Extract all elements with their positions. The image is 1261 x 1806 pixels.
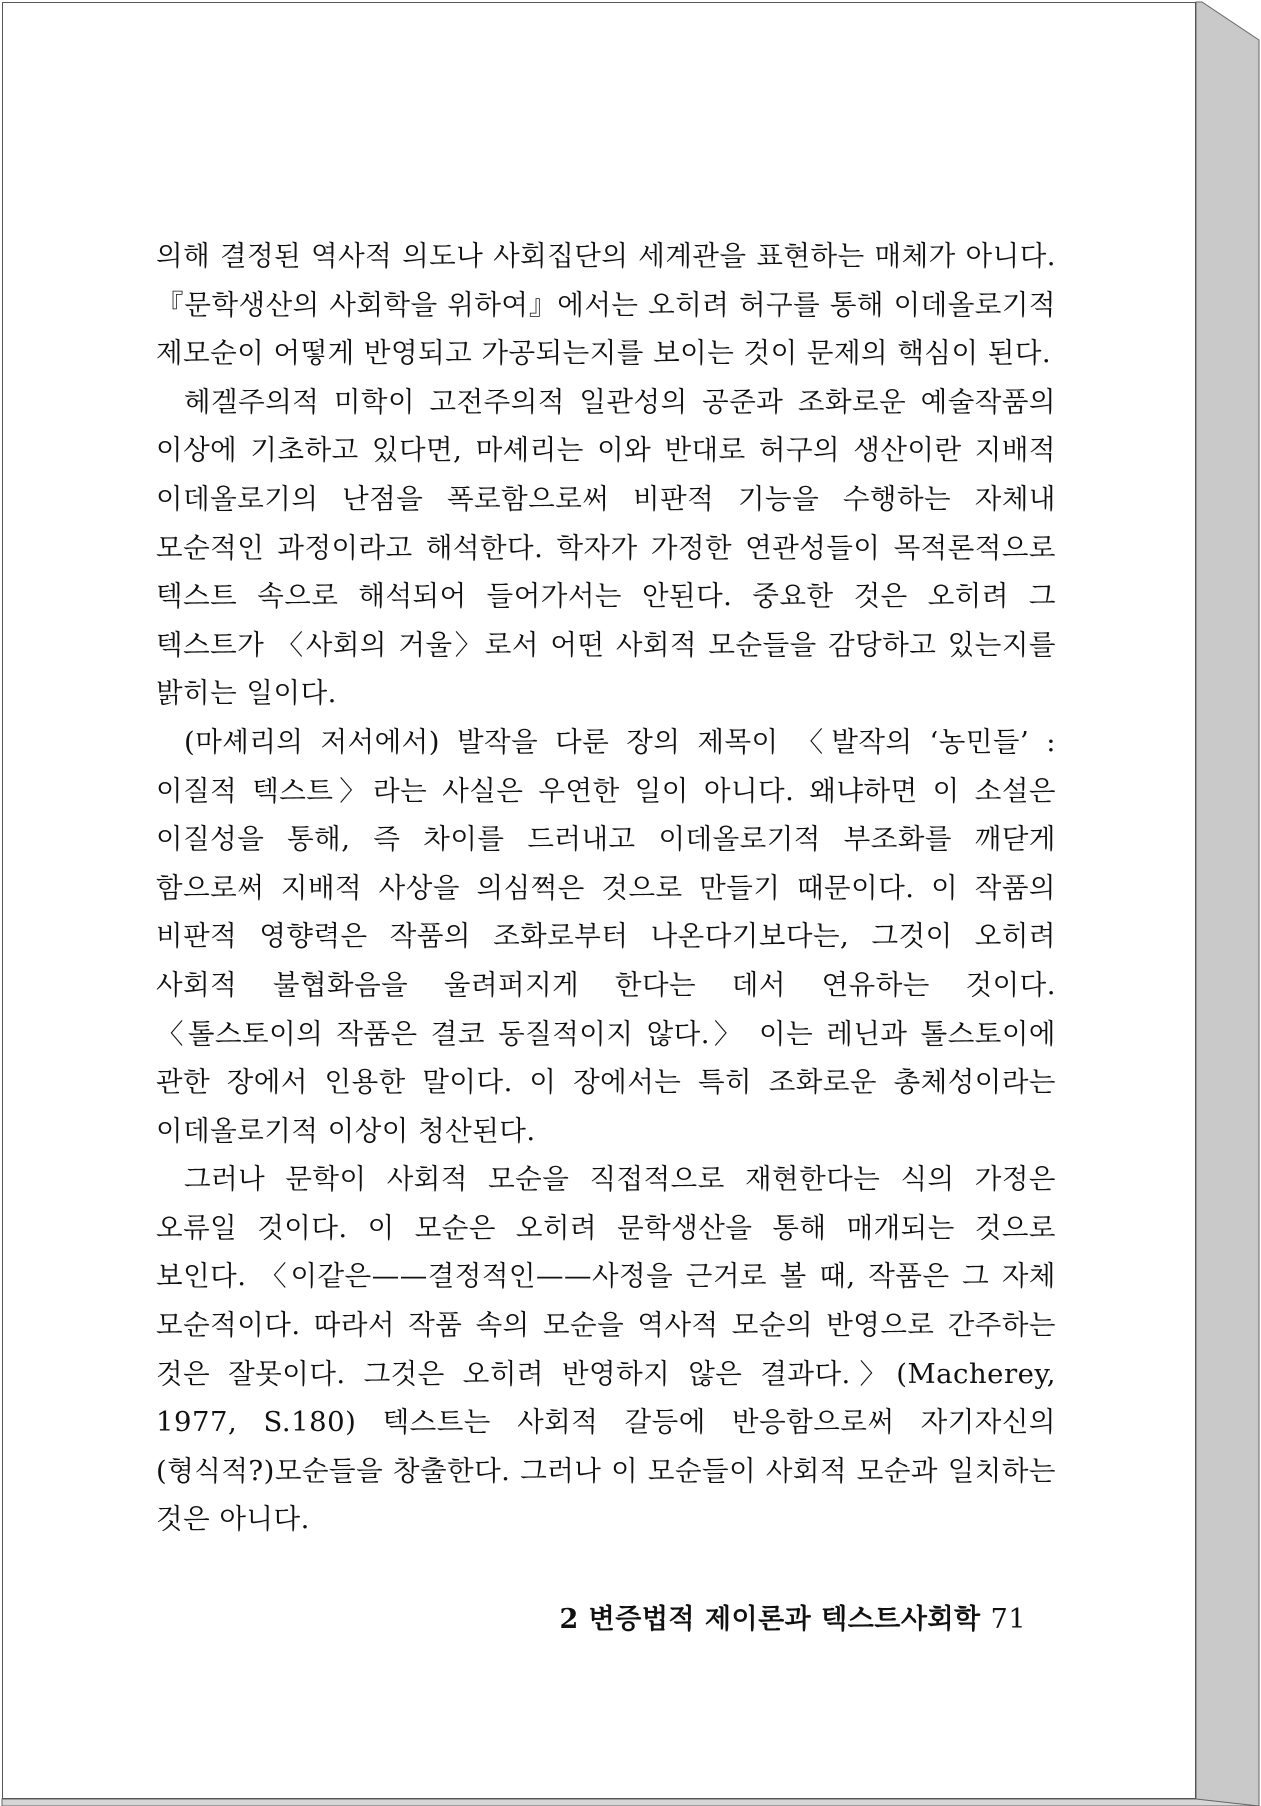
- chapter-title: 2 변증법적 제이론과 텍스트사회학: [559, 1604, 981, 1635]
- page-number: 71: [990, 1604, 1026, 1635]
- running-footer: [560, 1597, 1027, 1636]
- paragraph-1: 의해 결정된 역사적 의도나 사회집단의 세계관을 표현하는 매체가 아니다. 『문학생산의 사회학을 위하여』에서는 오히려 허구를 통해 이데올로기적 제모순이 어떻게 반영되고 가공되는지를 보이는 것이 문제의 핵심이 된다.: [156, 240, 1056, 370]
- paragraph-2: 헤겔주의적 미학이 고전주의적 일관성의 공준과 조화로운 예술작품의 이상에 기초하고 있다면, 마셰리는 이와 반대로 허구의 생산이란 지배적 이데올로기의 난점을 폭로함으로써 비판적 기능을 수행하는 자체내 모순적인 과정이라고 해석한다. 학자가 가정한 연관성들이 목적론적으로 텍스트 속으로 해석되어 들어가서는 안된다. 중요한 것은 오히려 그 텍스트가 〈사회의 거울〉로서 어떤 사회적 모순들을 감당하고 있는지를 밝히는 일이다.: [156, 385, 1056, 710]
- paragraph-3: (마셰리의 저서에서) 발작을 다룬 장의 제목이 〈발작의 ‘농민들’ : 이질적 텍스트〉라는 사실은 우연한 일이 아니다. 왜냐하면 이 소설은 이질성을 통해, 즉 차이를 드러내고 이데올로기적 부조화를 깨닫게 함으로써 지배적 사상을 의심쩍은 것으로 만들기 때문이다. 이 작품의 비판적 영향력은 작품의 조화로부터 나온다기보다는, 그것이 오히려 사회적 불협화음을 울려퍼지게 한다는 데서 연유하는 것이다. 〈톨스토이의 작품은 결코 동질적이지 않다.〉 이는 레닌과 톨스토이에 관한 장에서 인용한 말이다. 이 장에서는 특히 조화로운 총체성이라는 이데올로기적 이상이 청산된다.: [156, 725, 1056, 1147]
- body-text: [156, 232, 1056, 1544]
- paragraph-4: 그러나 문학이 사회적 모순을 직접적으로 재현한다는 식의 가정은 오류일 것이다. 이 모순은 오히려 문학생산을 통해 매개되는 것으로 보인다. 〈이같은——결정적인——사정을 근거로 볼 때, 작품은 그 자체 모순적이다. 따라서 작품 속의 모순을 역사적 모순의 반영으로 간주하는 것은 잘못이다. 그것은 오히려 반영하지 않은 결과다.〉(Macherey, 1977, S.180) 텍스트는 사회적 갈등에 반응함으로써 자기자신의 (형식적?)모순들을 창출한다. 그러나 이 모순들이 사회적 모순과 일치하는 것은 아니다.: [156, 1163, 1056, 1536]
